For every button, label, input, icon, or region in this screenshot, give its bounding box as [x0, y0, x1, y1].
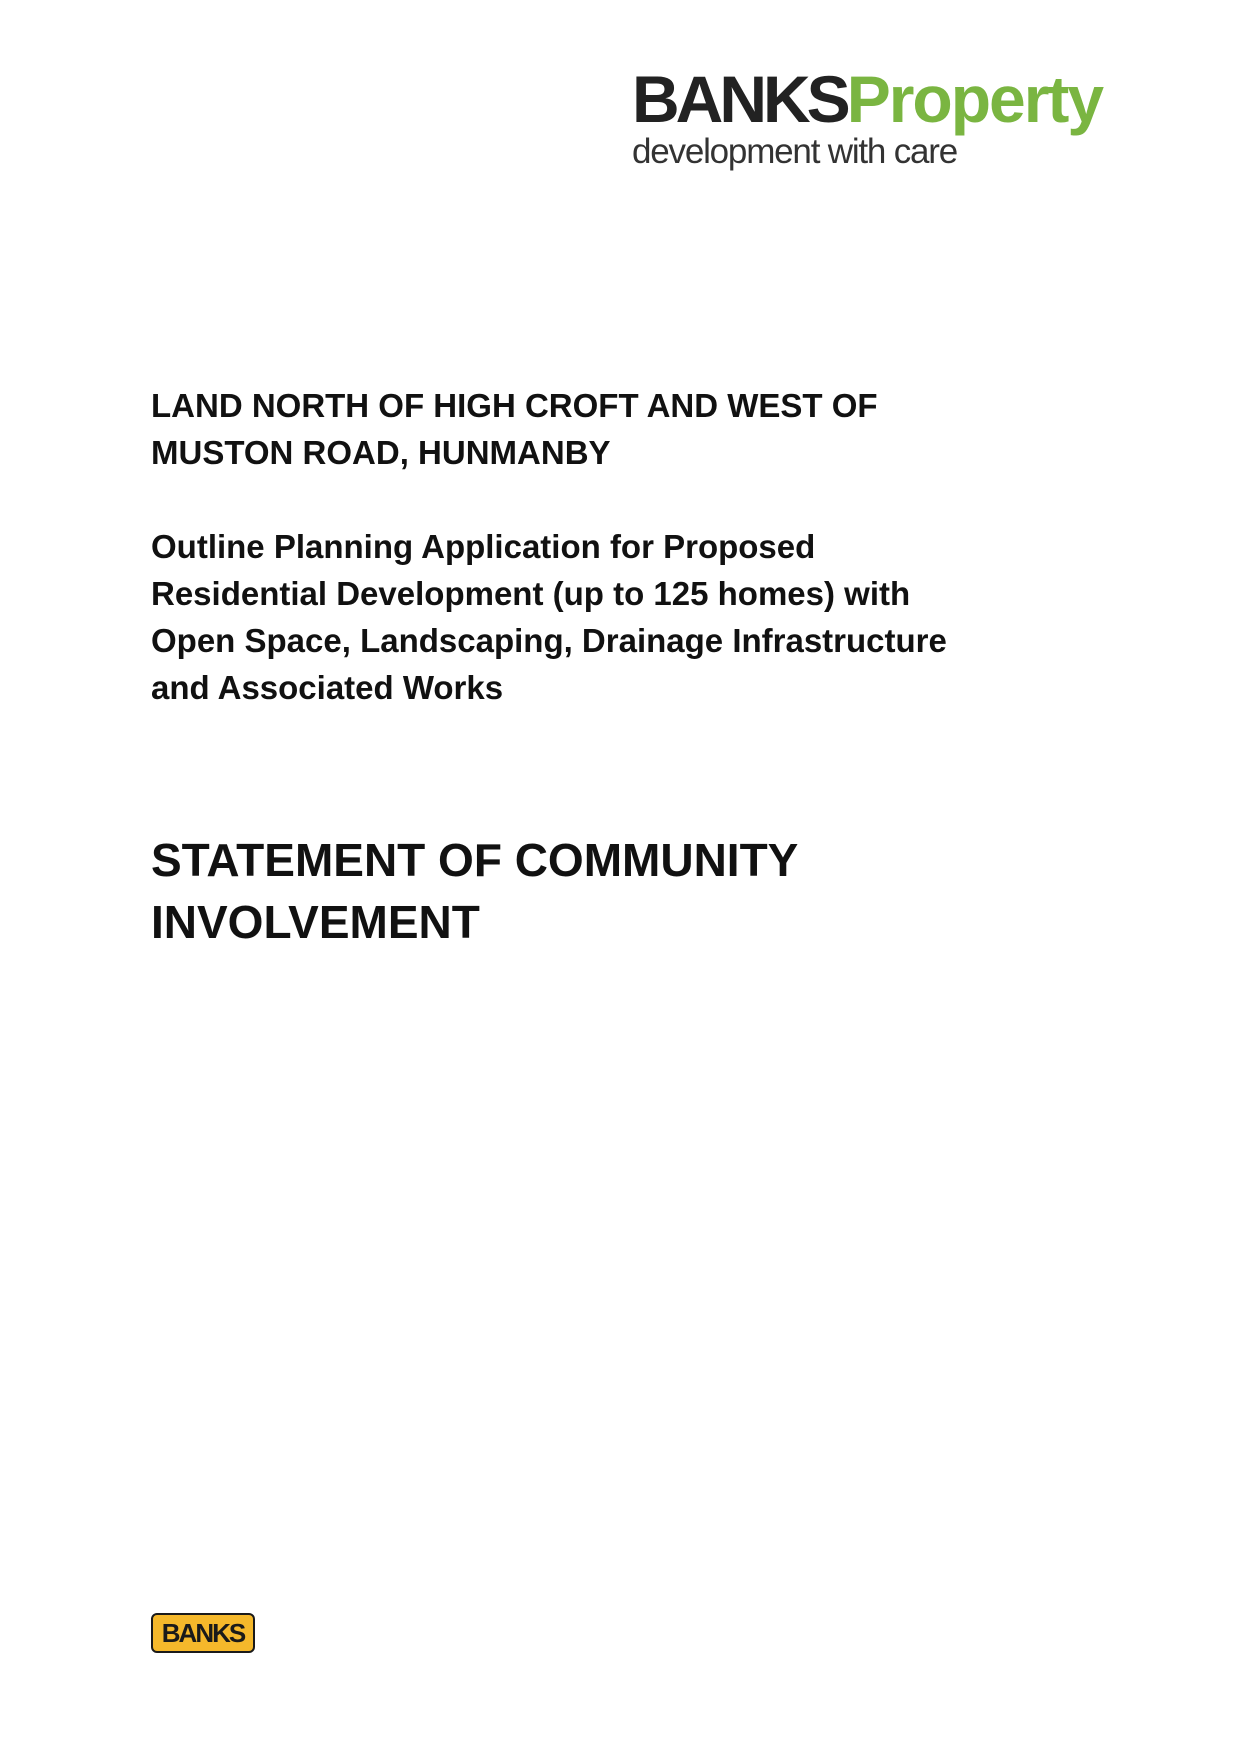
banks-footer-logo	[151, 1613, 255, 1653]
document-title-line: INVOLVEMENT	[151, 896, 480, 948]
document-title-line: STATEMENT OF COMMUNITY	[151, 834, 799, 886]
logo-banks-text: BANKS	[632, 62, 847, 136]
banks-property-logo	[632, 62, 1103, 172]
site-address-heading	[151, 382, 1111, 476]
site-address-line: LAND NORTH OF HIGH CROFT AND WEST OF	[151, 387, 878, 424]
application-line: Open Space, Landscaping, Drainage Infrastructure	[151, 622, 947, 659]
logo-wordmark	[632, 62, 1103, 136]
application-description	[151, 523, 1111, 711]
document-cover-content	[151, 382, 1111, 953]
logo-tagline: development with care	[632, 132, 957, 171]
logo-property-text: Property	[846, 62, 1103, 136]
application-line: and Associated Works	[151, 669, 504, 706]
document-title	[151, 829, 1111, 953]
application-line: Residential Development (up to 125 homes) with	[151, 575, 911, 612]
application-line: Outline Planning Application for Proposed	[151, 528, 816, 565]
footer-badge-text: BANKS	[161, 1617, 245, 1648]
site-address-line: MUSTON ROAD, HUNMANBY	[151, 434, 611, 471]
